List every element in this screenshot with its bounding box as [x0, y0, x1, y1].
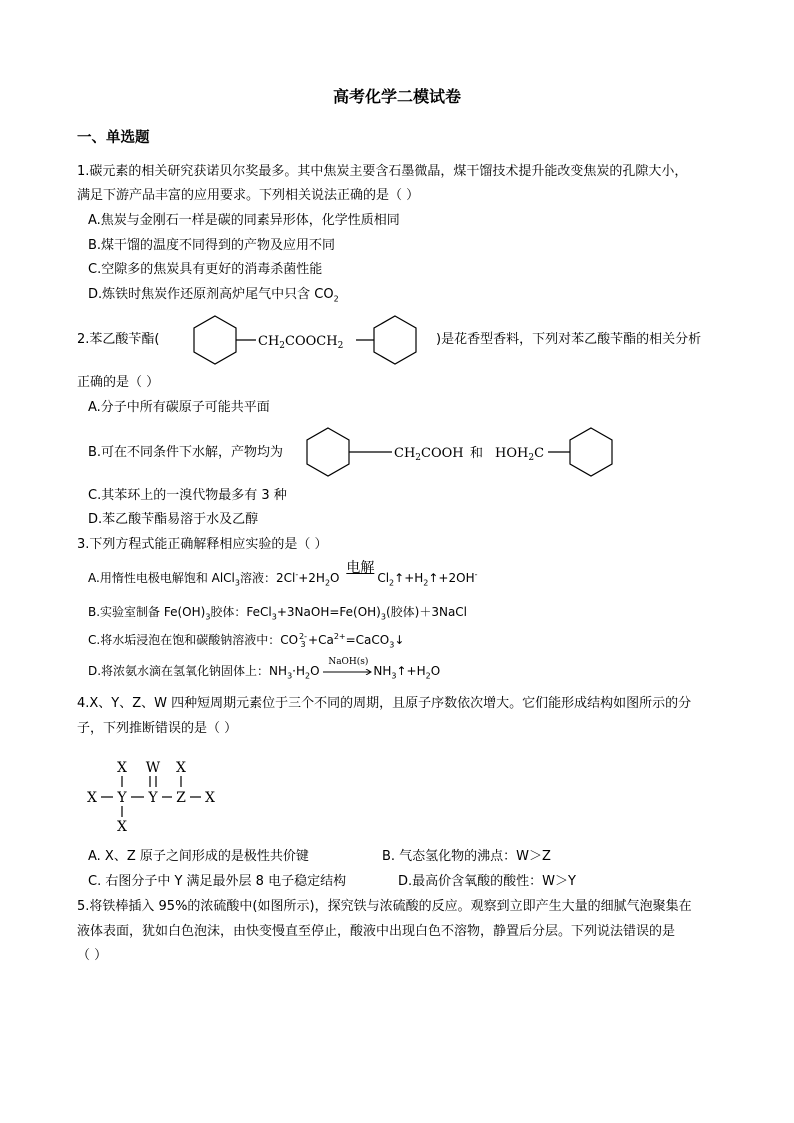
q5-stem-line2: 液体表面，犹如白色泡沫，由快变慢直至停止，酸液中出现白色不溶物，静置后分层。下列说法错误的是: [77, 924, 676, 939]
q3-option-d: D.将浓氨水滴在氢氧化钠固体上：$NH_3\cdot H_2O$ NaOH(s) $NH_3↑+H_2O$: [88, 663, 440, 679]
q5-stem-line3: （ ）: [77, 948, 108, 963]
svg-text:X: X: [117, 760, 127, 776]
naoh-condition: NaOH(s): [328, 656, 369, 667]
benzyl-phenylacetate-structure: [170, 311, 434, 369]
hydrolysis-products-structure: [300, 424, 636, 480]
q3-option-c: C.将水垢浸泡在饱和碳酸钠溶液中：CO 2- 3 $+Ca^{2+}=CaCO_3↓$: [88, 631, 405, 650]
q1-option-c: C.空隙多的焦炭具有更好的消毒杀菌性能: [88, 262, 323, 277]
q2-formula-text: $CH_2COOCH_2$: [258, 334, 344, 351]
reaction-arrow-icon: [323, 669, 373, 675]
svg-text:X: X: [87, 790, 97, 806]
svg-text:X: X: [117, 819, 127, 835]
svg-text:和: 和: [470, 446, 484, 461]
svg-text:CH2COOH: $CH_2COOH$: [394, 446, 464, 463]
q3-stem: 3.下列方程式能正确解释相应实验的是（ ）: [77, 537, 328, 552]
q2-option-c: C.其苯环上的一溴代物最多有 3 种: [88, 488, 287, 503]
svg-text:W: W: [145, 760, 161, 776]
q2-option-a: A.分子中所有碳原子可能共平面: [88, 400, 270, 415]
q2-stem-suffix: )是花香型香料，下列对苯乙酸苄酯的相关分析: [436, 332, 702, 347]
q2-option-b: B.可在不同条件下水解，产物均为: [88, 445, 284, 460]
q4-option-b: B. 气态氢化物的沸点：W＞Z: [382, 849, 551, 864]
q1-option-d: D.炼铁时焦炭作还原剂高炉尾气中只含 $CO_2$: [88, 287, 339, 304]
q2-stem-prefix: 2.苯乙酸苄酯(: [77, 332, 160, 347]
q2-stem-line2: 正确的是（ ）: [77, 375, 160, 390]
svg-text:X: X: [205, 790, 215, 806]
svg-text:Y: Y: [117, 790, 127, 806]
q5-stem-line1: 5.将铁棒插入 95%的浓硫酸中(如图所示)，探究铁与浓硫酸的反应。观察到立即产生大量的细腻气泡聚集在: [77, 899, 692, 914]
q2-option-d: D.苯乙酸苄酯易溶于水及乙醇: [88, 512, 259, 527]
svg-text:Y: Y: [148, 790, 158, 806]
q4-stem-line1: 4.X、Y、Z、W 四种短周期元素位于三个不同的周期，且原子序数依次增大。它们能形成结构如图所示的分: [77, 696, 692, 711]
section-heading: 一、单选题: [77, 130, 150, 146]
q1-stem-line2: 满足下游产品丰富的应用要求。下列相关说法正确的是（ ）: [77, 188, 420, 203]
q3-option-b: B.实验室制备 $Fe(OH)_3$胶体：$FeCl_3+3NaOH=Fe(OH)_3$(胶体)＋3NaCl: [88, 605, 468, 622]
q1-option-b: B.煤干馏的温度不同得到的产物及应用不同: [88, 238, 336, 253]
electrolysis-condition: 电解: [346, 560, 375, 576]
svg-text:X: X: [176, 760, 186, 776]
q4-stem-line2: 子，下列推断错误的是（ ）: [77, 721, 238, 736]
q1-option-a: A.焦炭与金刚石一样是碳的同素异形体，化学性质相同: [88, 213, 400, 228]
q1-stem-line1: 1.碳元素的相关研究获诺贝尔奖最多。其中焦炭主要含石墨微晶，煤干馏技术提升能改变焦炭的孔隙大小，: [77, 164, 688, 179]
svg-text:Z: Z: [176, 790, 186, 806]
q4-option-c: C. 右图分子中 Y 满足最外层 8 电子稳定结构: [88, 874, 347, 889]
xyzw-molecule-structure: [84, 758, 224, 836]
page-title: 高考化学二模试卷: [332, 87, 461, 106]
q4-option-a: A. X、Z 原子之间形成的是极性共价键: [88, 849, 309, 864]
svg-text:HOH2C: $HOH_2C$: [495, 446, 545, 463]
q4-option-d: D.最高价含氧酸的酸性：W＞Y: [398, 874, 576, 889]
q3-option-a: A.用惰性电极电解饱和 AlCl$_3$溶液：$2Cl^-+2H_2O$ 电解 $Cl_2↑+H_2↑+2OH^-$: [88, 560, 478, 588]
